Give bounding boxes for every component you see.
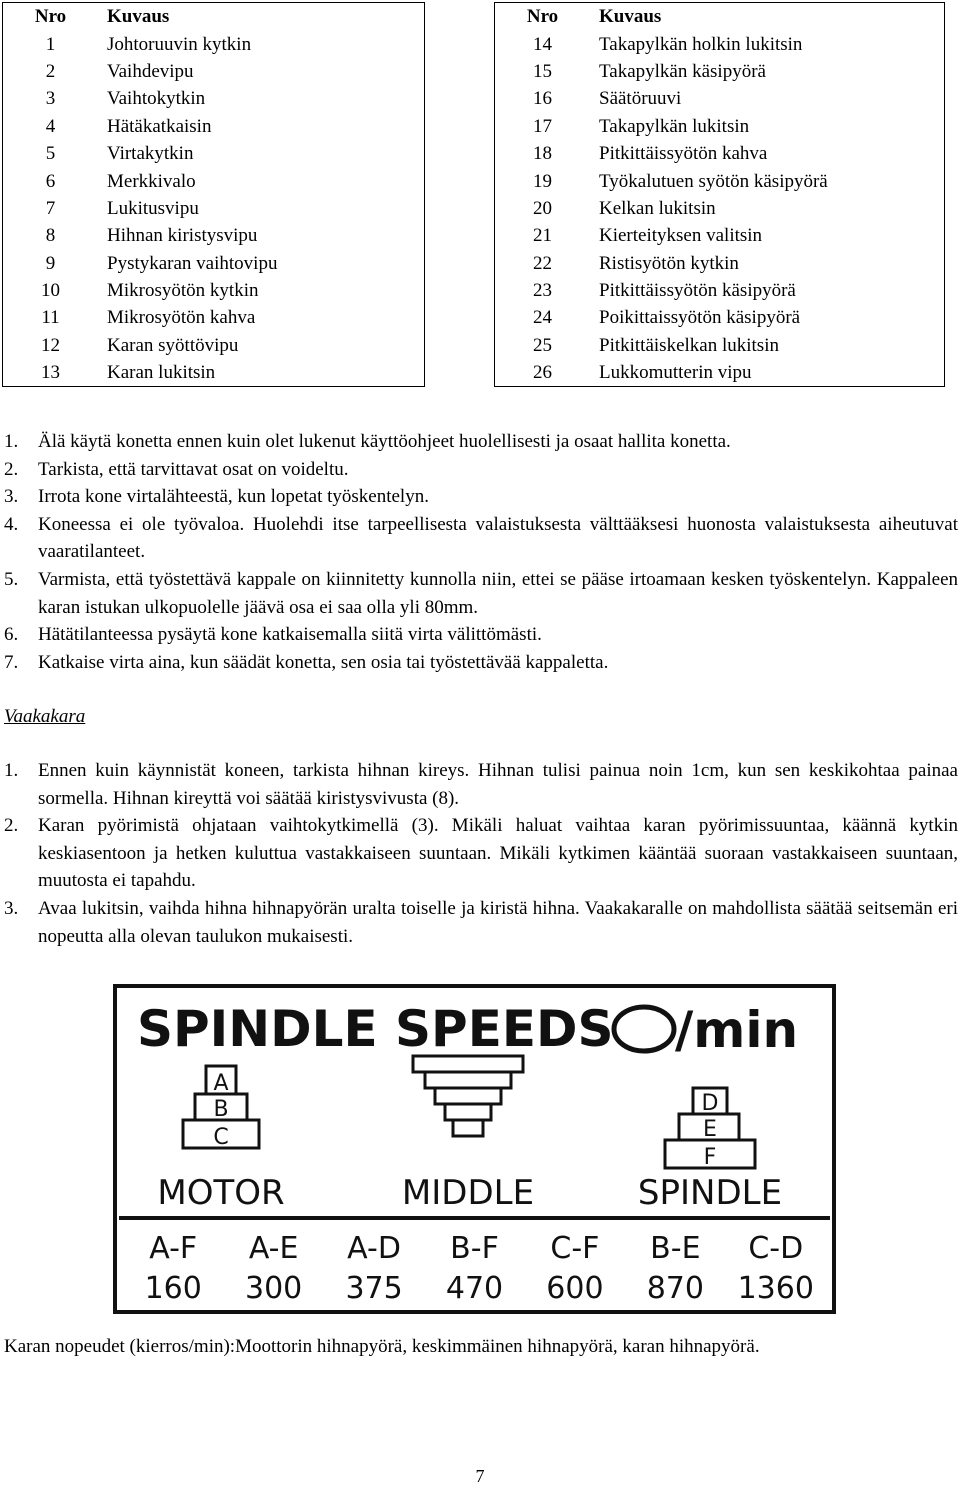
table-row	[495, 250, 945, 277]
part-number: 12	[3, 332, 99, 359]
table-row	[3, 140, 425, 167]
list-item-number: 7.	[4, 651, 19, 673]
list-item-text: Karan pyörimistä ohjataan vaihtokytkimellä (3). Mikäli haluat vaihtaa karan pyörimissuuntaa, käännä kytkin keskiasentoon ja hetken kuluttua vastakkaiseen suuntaan. Mikäli kytkimen kääntää suoraan vastakkaiseen suuntaan, muutosta ei tapahdu.	[38, 815, 958, 892]
part-number: 25	[495, 332, 591, 359]
middle-label: MIDDLE	[401, 1173, 535, 1213]
table-row	[495, 167, 945, 194]
part-description: Johtoruuvin kytkin	[98, 30, 425, 57]
table-row	[495, 304, 945, 331]
part-number: 19	[495, 167, 591, 194]
list-item-number: 5.	[4, 568, 19, 590]
table-row	[495, 58, 945, 85]
table-row	[3, 222, 425, 249]
spindle-label: SPINDLE	[637, 1173, 783, 1213]
spindle-speed-value: 470	[445, 1271, 504, 1306]
list-item-text: Hätätilanteessa pysäytä kone katkaisemalla siitä virta välittömästi.	[38, 624, 542, 646]
table-row	[3, 332, 425, 359]
spindle-speed-value: 600	[546, 1271, 604, 1306]
part-description: Hätäkatkaisin	[98, 113, 425, 140]
part-number: 20	[495, 195, 591, 222]
part-description: Työkalutuen syötön käsipyörä	[590, 167, 945, 194]
part-description: Säätöruuvi	[590, 85, 945, 112]
pulley-combination: B-F	[450, 1231, 499, 1266]
list-item	[4, 895, 958, 950]
part-description: Mikrosyötön kytkin	[98, 277, 425, 304]
list-item	[4, 566, 958, 621]
part-number: 7	[3, 195, 99, 222]
pulley-combination: C-D	[748, 1231, 804, 1266]
part-number: 17	[495, 113, 591, 140]
plate-title: SPINDLE SPEEDS	[137, 1000, 614, 1058]
table-row	[495, 30, 945, 57]
part-description: Karan syöttövipu	[98, 332, 425, 359]
list-item-text: Älä käytä konetta ennen kuin olet lukenut käyttöohjeet huolellisesti ja osaat hallita konetta.	[38, 431, 731, 452]
part-description: Pystykaran vaihtovipu	[98, 250, 425, 277]
list-item-number: 2.	[4, 458, 19, 480]
page-number: 7	[475, 1466, 485, 1486]
part-number: 23	[495, 277, 591, 304]
part-number: 3	[3, 85, 99, 112]
list-item-text: Tarkista, että tarvittavat osat on voideltu.	[38, 458, 349, 480]
pulley-combination: A-E	[248, 1231, 299, 1266]
part-number: 9	[3, 250, 99, 277]
table-row	[495, 222, 945, 249]
part-description: Vaihdevipu	[98, 58, 425, 85]
part-description: Lukitusvipu	[98, 195, 425, 222]
spindle-speeds-plate	[113, 984, 836, 1314]
spindle-step-label: D	[701, 1091, 719, 1116]
list-item-text: Avaa lukitsin, vaihda hihna hihnapyörän uralta toiselle ja kiristä hihna. Vaakakaralle on mahdollista säätää seitsemän eri nopeutta alla olevan taulukon mukaisesti.	[38, 897, 958, 947]
table-row	[495, 195, 945, 222]
part-number: 8	[3, 222, 99, 249]
spindle-speed-value: 870	[646, 1271, 704, 1306]
section-title: Vaakakara	[4, 706, 86, 727]
list-item	[4, 483, 958, 511]
part-description: Lukkomutterin vipu	[590, 359, 945, 387]
pulley-combination: A-D	[347, 1231, 401, 1266]
part-description: Kelkan lukitsin	[590, 195, 945, 222]
part-number: 16	[495, 85, 591, 112]
column-header-nro: Nro	[495, 3, 591, 31]
motor-label: MOTOR	[157, 1173, 285, 1213]
table-row	[495, 140, 945, 167]
table-row	[3, 30, 425, 57]
part-number: 2	[3, 58, 99, 85]
list-item-number: 3.	[4, 897, 19, 919]
part-description: Kierteityksen valitsin	[590, 222, 945, 249]
spindle-speed-value: 375	[345, 1271, 403, 1306]
spindle-step-label: F	[703, 1145, 717, 1170]
list-item-number: 2.	[4, 815, 19, 837]
part-number: 21	[495, 222, 591, 249]
pulley-combination: B-E	[650, 1231, 701, 1266]
part-description: Vaihtokytkin	[98, 85, 425, 112]
list-item-number: 1.	[4, 760, 19, 781]
part-description: Pitkittäissyötön kahva	[590, 140, 945, 167]
spindle-instructions-list	[4, 757, 958, 950]
table-row	[3, 250, 425, 277]
motor-step-label: B	[213, 1097, 229, 1122]
part-number: 5	[3, 140, 99, 167]
list-item-number: 3.	[4, 486, 19, 508]
spindle-speed-value: 160	[144, 1271, 202, 1306]
motor-step-label: C	[213, 1125, 229, 1150]
part-number: 10	[3, 277, 99, 304]
spindle-speed-value: 1360	[737, 1271, 814, 1306]
part-number: 1	[3, 30, 99, 57]
list-item-text: Koneessa ei ole työvaloa. Huolehdi itse tarpeellisesta valaistuksesta välttääksesi huonosta valaistuksesta aiheutuvat vaaratilanteet.	[38, 513, 958, 563]
part-description: Pitkittäiskelkan lukitsin	[590, 332, 945, 359]
part-description: Poikittaissyötön käsipyörä	[590, 304, 945, 331]
unit-label: /min	[675, 1001, 799, 1059]
pulley-combination: C-F	[550, 1231, 600, 1266]
part-number: 13	[3, 359, 99, 387]
part-description: Takapylkän lukitsin	[590, 113, 945, 140]
list-item-text: Irrota kone virtalähteestä, kun lopetat työskentelyn.	[38, 486, 429, 508]
part-description: Mikrosyötön kahva	[98, 304, 425, 331]
table-row	[3, 58, 425, 85]
list-item-number: 4.	[4, 513, 19, 535]
part-number: 11	[3, 304, 99, 331]
list-item-number: 6.	[4, 624, 19, 646]
part-number: 26	[495, 359, 591, 387]
part-number: 6	[3, 167, 99, 194]
table-row	[495, 332, 945, 359]
pulley-combination: A-F	[149, 1231, 198, 1266]
table-row	[495, 85, 945, 112]
list-item	[4, 511, 958, 566]
list-item-text: Ennen kuin käynnistät koneen, tarkista hihnan kireys. Hihnan tulisi painua noin 1cm, kun sen keskikohtaa painaa sormella. Hihnan kireyttä voi säätää kiristysvivusta (8).	[38, 760, 958, 809]
part-description: Ristisyötön kytkin	[590, 250, 945, 277]
list-item	[4, 757, 958, 812]
part-description: Takapylkän käsipyörä	[590, 58, 945, 85]
column-header-kuvaus: Kuvaus	[98, 3, 425, 31]
list-item	[4, 621, 958, 649]
table-row	[3, 359, 425, 387]
part-description: Pitkittäissyötön käsipyörä	[590, 277, 945, 304]
spindle-step-label: E	[703, 1117, 717, 1142]
column-header-kuvaus: Kuvaus	[590, 3, 945, 31]
parts-table-right	[494, 2, 945, 387]
table-row	[3, 167, 425, 194]
table-row	[3, 195, 425, 222]
list-item-text: Varmista, että työstettävä kappale on kiinnitetty kunnolla niin, ettei se pääse irtoamaan kesken työskentelyn. Kappaleen karan istukan ulkopuolelle jäävä osa ei saa olla yli 80mm.	[38, 568, 958, 618]
list-item	[4, 456, 958, 484]
table-row	[3, 277, 425, 304]
part-number: 4	[3, 113, 99, 140]
list-item-text: Katkaise virta aina, kun säädät konetta, sen osia tai työstettävää kappaletta.	[38, 651, 609, 673]
table-row	[3, 113, 425, 140]
motor-step-label: A	[213, 1071, 229, 1096]
table-row	[495, 359, 945, 387]
column-header-nro: Nro	[3, 3, 99, 31]
table-row	[3, 304, 425, 331]
list-item-number: 1.	[4, 431, 19, 452]
list-item	[4, 649, 958, 677]
part-description: Karan lukitsin	[98, 359, 425, 387]
part-number: 15	[495, 58, 591, 85]
parts-table-left	[2, 2, 425, 387]
list-item	[4, 428, 958, 456]
part-number: 22	[495, 250, 591, 277]
plate-caption: Karan nopeudet (kierros/min):Moottorin hihnapyörä, keskimmäinen hihnapyörä, karan hihnapyörä.	[4, 1336, 760, 1357]
part-number: 14	[495, 30, 591, 57]
spindle-speed-value: 300	[245, 1271, 303, 1306]
part-description: Hihnan kiristysvipu	[98, 222, 425, 249]
part-number: 18	[495, 140, 591, 167]
table-row	[3, 85, 425, 112]
table-row	[495, 277, 945, 304]
list-item	[4, 812, 958, 895]
part-description: Takapylkän holkin lukitsin	[590, 30, 945, 57]
part-description: Virtakytkin	[98, 140, 425, 167]
part-number: 24	[495, 304, 591, 331]
safety-instructions-list	[4, 428, 958, 676]
part-description: Merkkivalo	[98, 167, 425, 194]
table-row	[495, 113, 945, 140]
